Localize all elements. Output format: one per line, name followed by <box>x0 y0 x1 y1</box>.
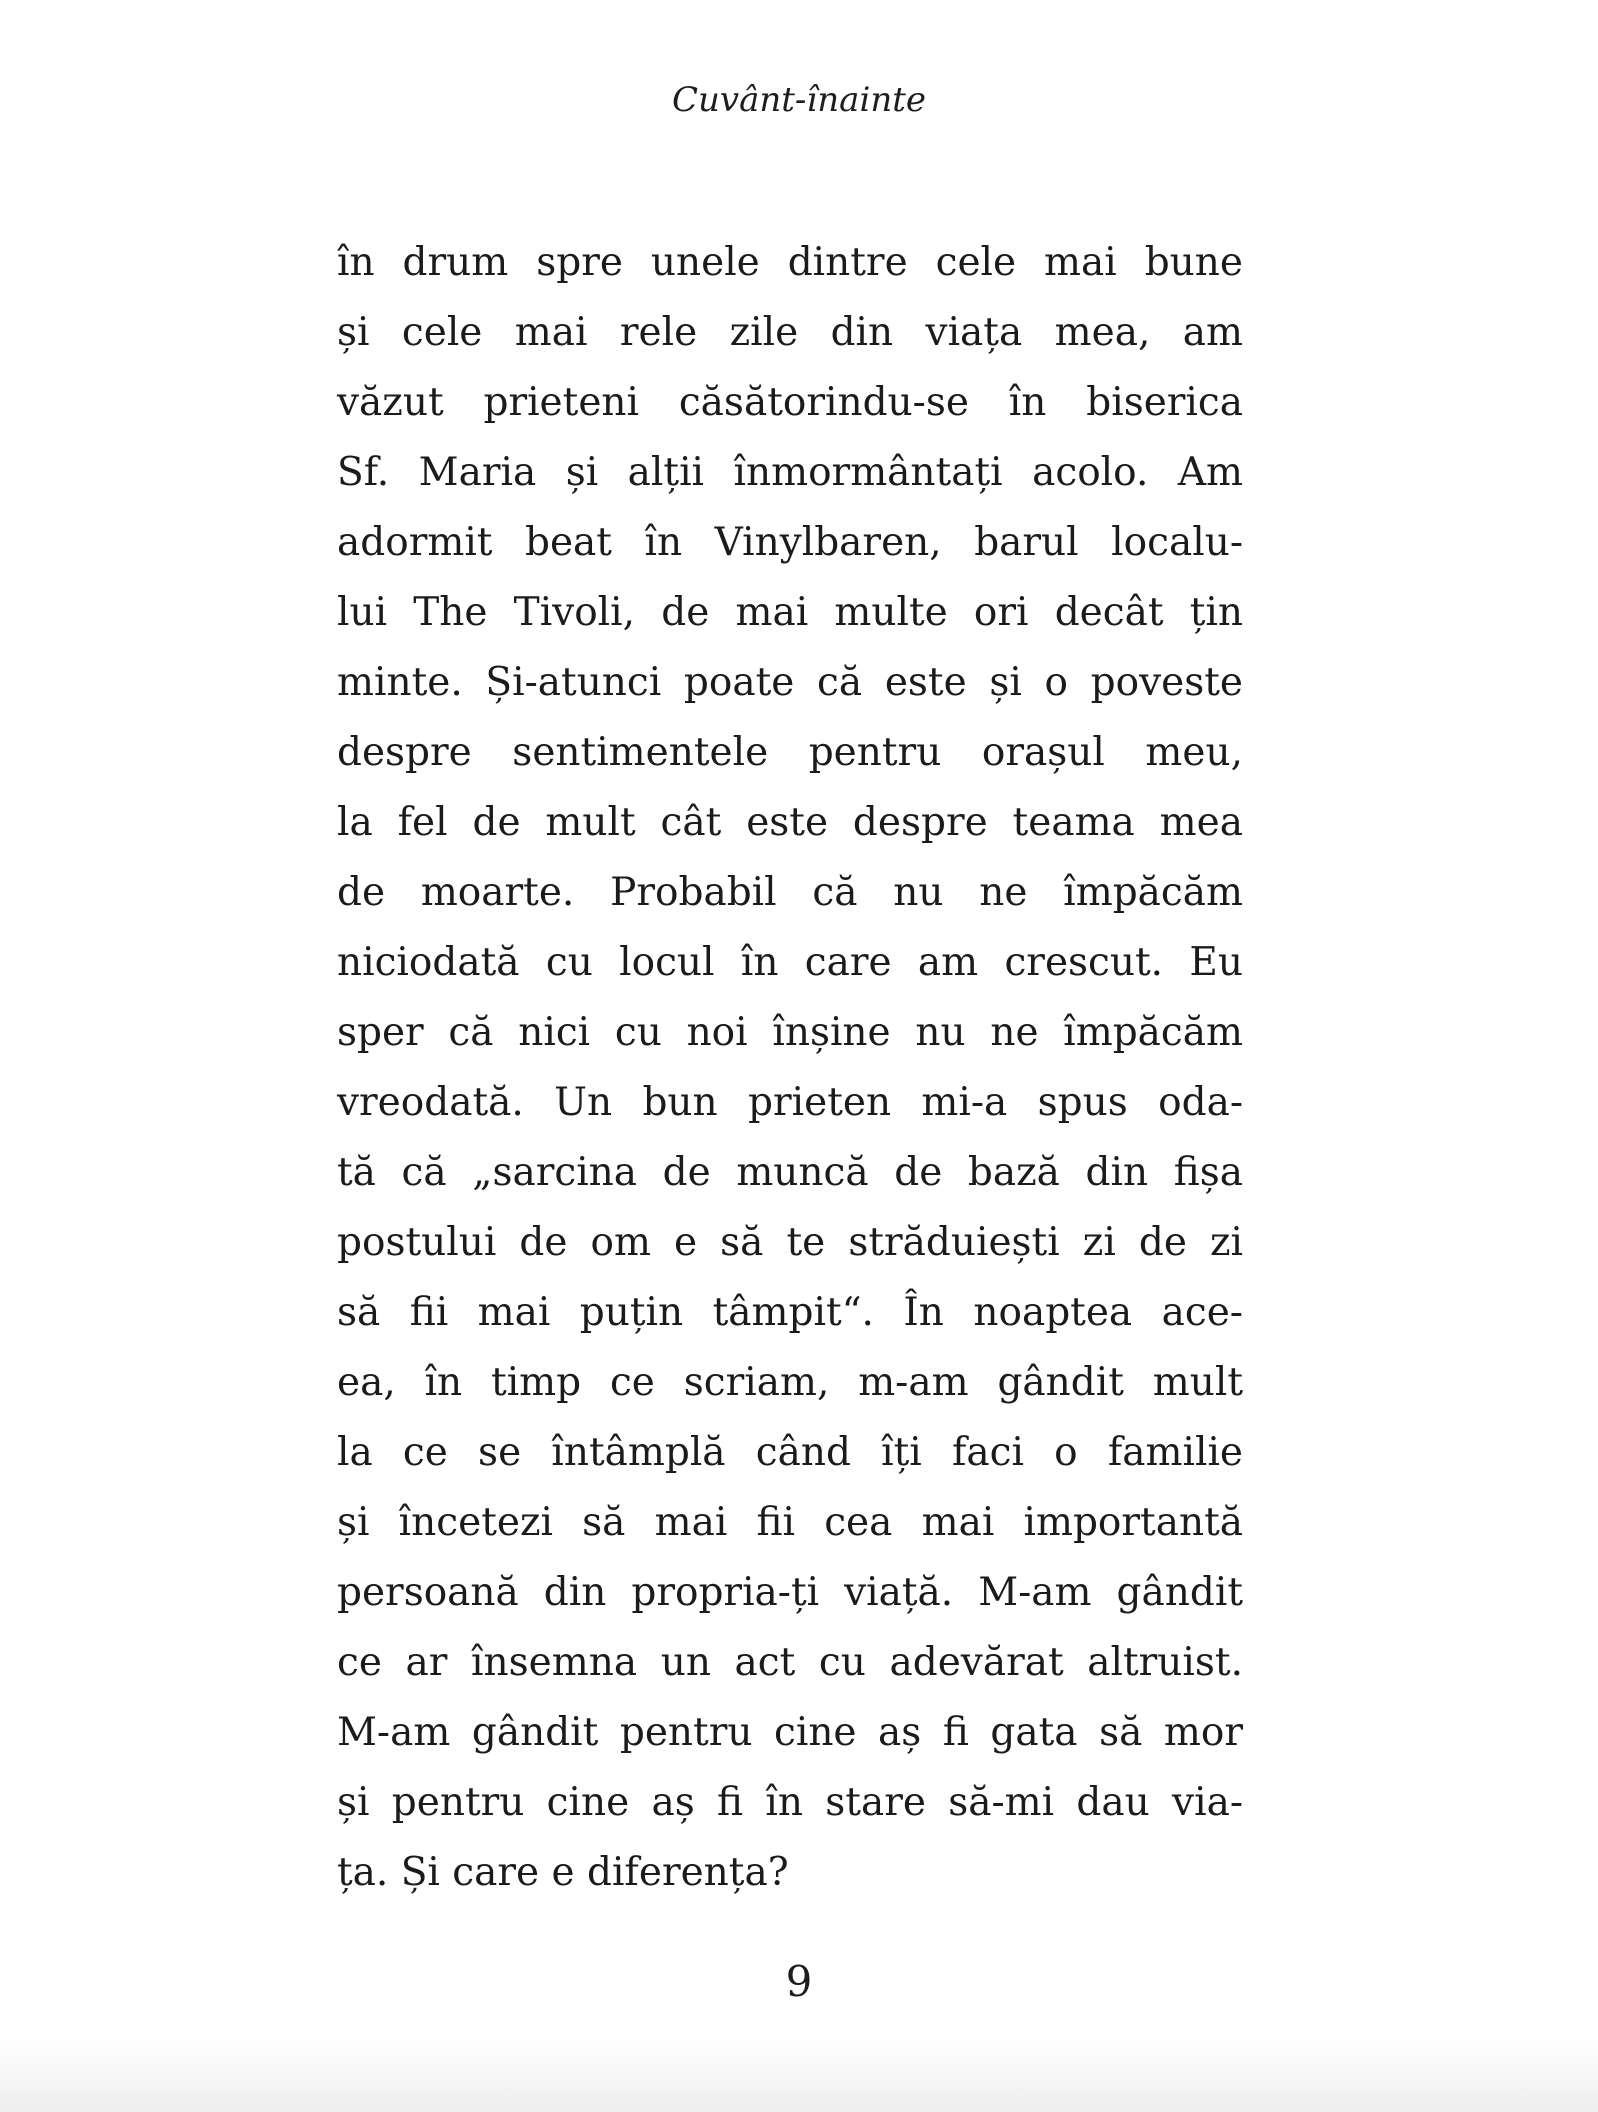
text-line: niciodată cu locul în care am crescut. Eu <box>337 940 1243 985</box>
text-line: lui The Tivoli, de mai multe ori decât țin <box>337 590 1243 635</box>
text-line: despre sentimentele pentru orașul meu, <box>337 730 1243 775</box>
text-line: vreodată. Un bun prieten mi-a spus oda- <box>337 1080 1243 1125</box>
text-line: tă că „sarcina de muncă de bază din fișa <box>337 1150 1243 1195</box>
text-line: la fel de mult cât este despre teama mea <box>337 800 1243 845</box>
text-line: ce ar însemna un act cu adevărat altruist. <box>337 1640 1243 1685</box>
text-line: și pentru cine aș fi în stare să-mi dau via- <box>337 1780 1243 1825</box>
text-line: să fii mai puțin tâmpit“. În noaptea ace- <box>337 1290 1243 1335</box>
text-line: minte. Și-atunci poate că este și o poveste <box>337 660 1243 705</box>
text-line: sper că nici cu noi înșine nu ne împăcăm <box>337 1010 1243 1055</box>
text-line: la ce se întâmplă când îți faci o familie <box>337 1430 1243 1475</box>
text-line: și încetezi să mai fii cea mai importantă <box>337 1500 1243 1545</box>
text-line: în drum spre unele dintre cele mai bune <box>337 240 1243 285</box>
text-line: postului de om e să te străduiești zi de zi <box>337 1220 1243 1265</box>
text-line: de moarte. Probabil că nu ne împăcăm <box>337 870 1243 915</box>
text-line: ea, în timp ce scriam, m-am gândit mult <box>337 1360 1243 1405</box>
text-line: văzut prieteni căsătorindu-se în biserica <box>337 380 1243 425</box>
page-bottom-shade <box>0 2037 1598 2112</box>
page-number: 9 <box>785 1957 813 2006</box>
text-line: adormit beat în Vinylbaren, barul localu- <box>337 520 1243 565</box>
body-text <box>337 228 1243 1908</box>
text-line: și cele mai rele zile din viața mea, am <box>337 310 1243 355</box>
text-line: M-am gândit pentru cine aș fi gata să mor <box>337 1710 1243 1755</box>
running-head: Cuvânt-înainte <box>671 80 927 120</box>
text-line: ța. Și care e diferența? <box>337 1850 789 1895</box>
text-line: persoană din propria-ți viață. M-am gândit <box>337 1570 1243 1615</box>
text-line: Sf. Maria și alții înmormântați acolo. Am <box>337 450 1243 495</box>
